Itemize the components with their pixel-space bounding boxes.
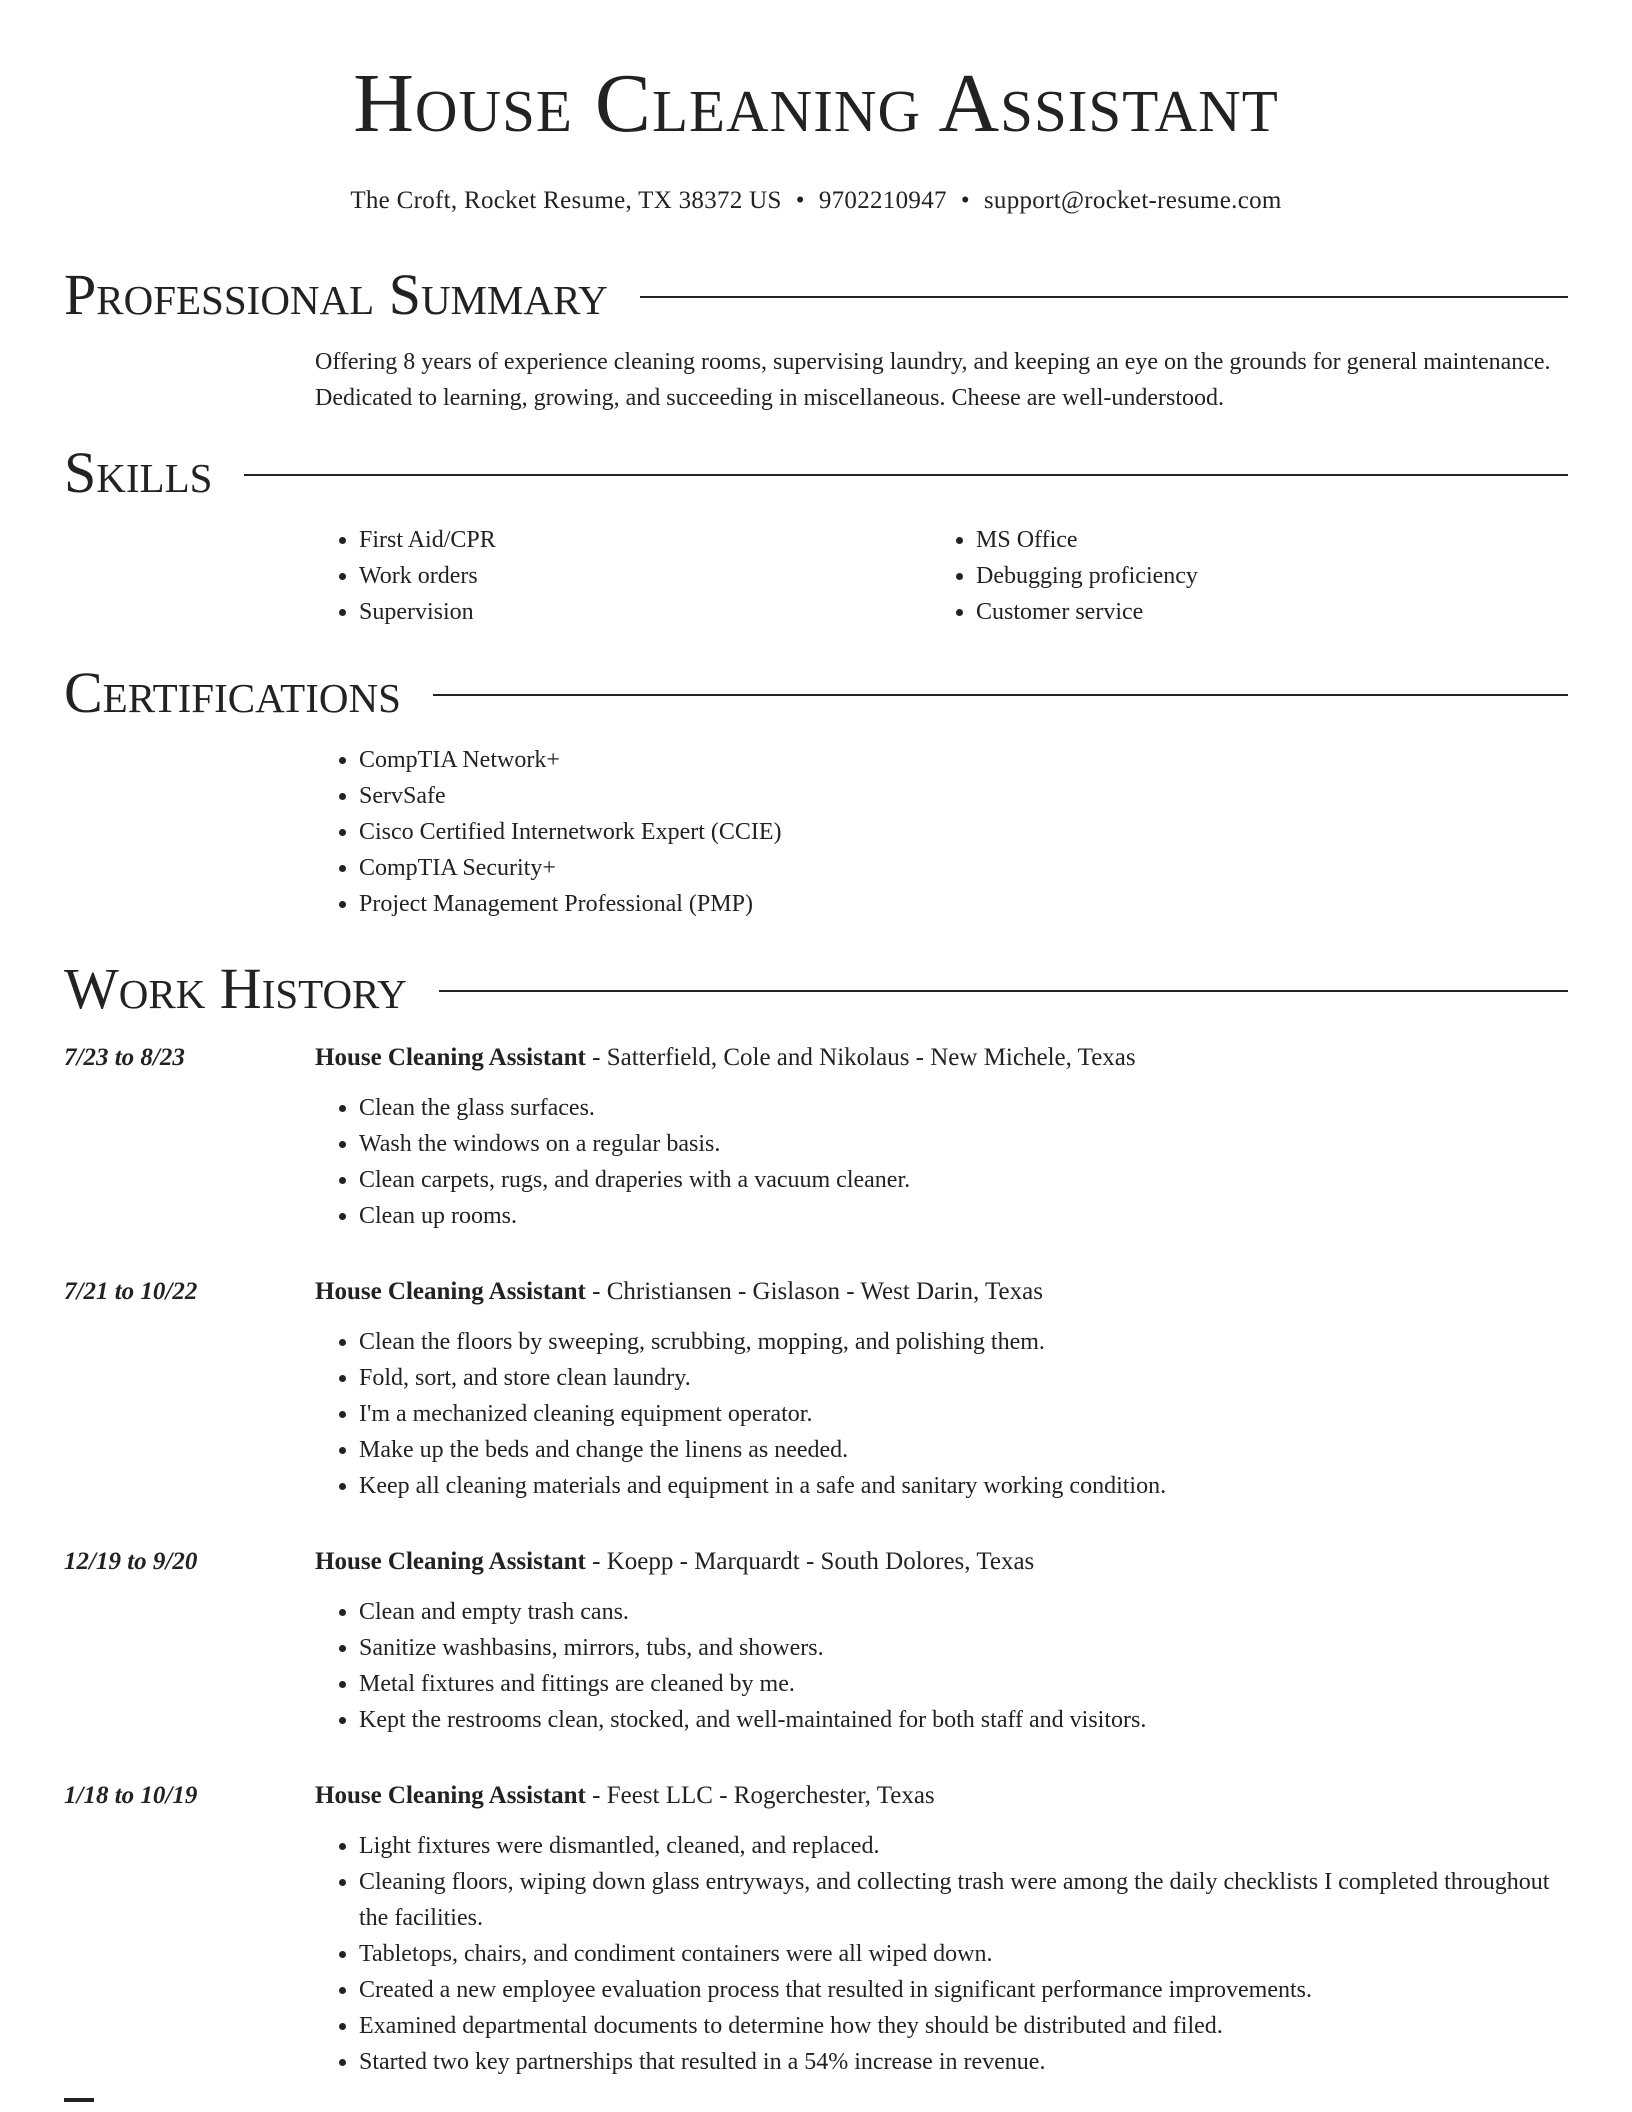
job-bullet: • Created a new employee evaluation process that resulted in significant performance improvements. <box>359 1972 1568 2008</box>
job-entry <box>64 1272 1568 1504</box>
job-dates: 12/19 to 9/20 <box>64 1548 198 1575</box>
resume-name: House Cleaning Assistant <box>353 57 1279 150</box>
job-entry <box>64 1038 1568 1234</box>
job-title: House Cleaning Assistant <box>315 1782 586 1809</box>
certifications-list <box>315 742 1568 922</box>
job-bullet: • I'm a mechanized cleaning equipment operator. <box>359 1396 1568 1432</box>
skill-item: • Debugging proficiency <box>976 558 1549 594</box>
certifications-section-header <box>64 658 1568 728</box>
job-bullet: • Examined departmental documents to determine how they should be distributed and filed. <box>359 2008 1568 2044</box>
certification-item: • Project Management Professional (PMP) <box>359 886 1568 922</box>
job-bullet: • Wash the windows on a regular basis. <box>359 1126 1568 1162</box>
job-dates: 1/18 to 10/19 <box>64 1782 198 1809</box>
job-bullet: • Clean carpets, rugs, and draperies with a vacuum cleaner. <box>359 1162 1568 1198</box>
skill-item: • Work orders <box>359 558 932 594</box>
resume-page <box>64 0 1568 2080</box>
job-heading <box>315 1542 1568 1582</box>
job-bullet: • Fold, sort, and store clean laundry. <box>359 1360 1568 1396</box>
skill-item: • First Aid/CPR <box>359 522 932 558</box>
skills-column-left <box>315 522 932 630</box>
summary-text: Offering 8 years of experience cleaning rooms, supervising laundry, and keeping an eye on the grounds for general maintenance. Dedicated to learning, growing, and succeeding in miscellaneous. Cheese are well-understood. <box>315 349 1551 411</box>
job-details <box>315 1038 1568 1234</box>
section-divider <box>640 296 1568 298</box>
job-details <box>315 1272 1568 1504</box>
summary-title: Professional Summary <box>64 262 608 327</box>
job-bullet: • Make up the beds and change the linens as needed. <box>359 1432 1568 1468</box>
job-details <box>315 1542 1568 1738</box>
section-divider <box>439 990 1568 992</box>
contact-separator: • <box>795 187 805 214</box>
job-bullet: • Clean up rooms. <box>359 1198 1568 1234</box>
job-bullet: • Sanitize washbasins, mirrors, tubs, and showers. <box>359 1630 1568 1666</box>
skills-list <box>315 522 1568 630</box>
job-employer: - Feest LLC - Rogerchester, Texas <box>585 1782 935 1809</box>
certification-item: • CompTIA Security+ <box>359 850 1568 886</box>
contact-phone: 9702210947 <box>818 187 947 214</box>
job-bullet: • Clean the floors by sweeping, scrubbing, mopping, and polishing them. <box>359 1324 1568 1360</box>
job-bullet: • Light fixtures were dismantled, cleaned, and replaced. <box>359 1828 1568 1864</box>
contact-separator: • <box>960 187 970 214</box>
section-divider <box>433 694 1568 696</box>
job-title: House Cleaning Assistant <box>315 1278 586 1305</box>
contact-email: support@rocket-resume.com <box>983 187 1282 214</box>
job-bullet: • Kept the restrooms clean, stocked, and well-maintained for both staff and visitors. <box>359 1702 1568 1738</box>
work-history-title: Work History <box>64 956 407 1021</box>
skills-title: Skills <box>64 440 213 505</box>
next-section-heading-stub <box>64 2098 94 2102</box>
certification-item: • ServSafe <box>359 778 1568 814</box>
job-dates: 7/21 to 10/22 <box>64 1278 198 1305</box>
job-entry <box>64 1776 1568 2080</box>
certifications-title: Certifications <box>64 660 401 725</box>
job-bullet: • Clean the glass surfaces. <box>359 1090 1568 1126</box>
job-bullet: • Clean and empty trash cans. <box>359 1594 1568 1630</box>
skill-item: • Customer service <box>976 594 1549 630</box>
certification-item: • Cisco Certified Internetwork Expert (CCIE) <box>359 814 1568 850</box>
contact-address: The Croft, Rocket Resume, TX 38372 US <box>350 187 782 214</box>
job-title: House Cleaning Assistant <box>315 1044 586 1071</box>
job-heading <box>315 1776 1568 1816</box>
job-bullet: • Metal fixtures and fittings are cleaned by me. <box>359 1666 1568 1702</box>
summary-section-header <box>64 260 1568 330</box>
skill-item: • Supervision <box>359 594 932 630</box>
skills-section-header <box>64 438 1568 508</box>
job-bullet: • Started two key partnerships that resulted in a 54% increase in revenue. <box>359 2044 1568 2080</box>
job-bullet: • Keep all cleaning materials and equipment in a safe and sanitary working condition. <box>359 1468 1568 1504</box>
job-bullet: • Cleaning floors, wiping down glass entryways, and collecting trash were among the daily checklists I completed throughout the facilities. <box>359 1864 1568 1936</box>
job-title: House Cleaning Assistant <box>315 1548 586 1575</box>
skill-item: • MS Office <box>976 522 1549 558</box>
job-heading <box>315 1038 1568 1078</box>
section-divider <box>244 474 1568 476</box>
contact-line <box>64 184 1568 218</box>
job-employer: - Christiansen - Gislason - West Darin, Texas <box>585 1278 1043 1305</box>
job-employer: - Satterfield, Cole and Nikolaus - New Michele, Texas <box>585 1044 1136 1071</box>
job-dates: 7/23 to 8/23 <box>64 1044 185 1071</box>
job-entry <box>64 1542 1568 1738</box>
work-history-section-header <box>64 954 1568 1024</box>
certification-item: • CompTIA Network+ <box>359 742 1568 778</box>
job-heading <box>315 1272 1568 1312</box>
skills-column-right <box>932 522 1549 630</box>
job-bullet: • Tabletops, chairs, and condiment containers were all wiped down. <box>359 1936 1568 1972</box>
job-details <box>315 1776 1568 2080</box>
job-employer: - Koepp - Marquardt - South Dolores, Texas <box>585 1548 1035 1575</box>
